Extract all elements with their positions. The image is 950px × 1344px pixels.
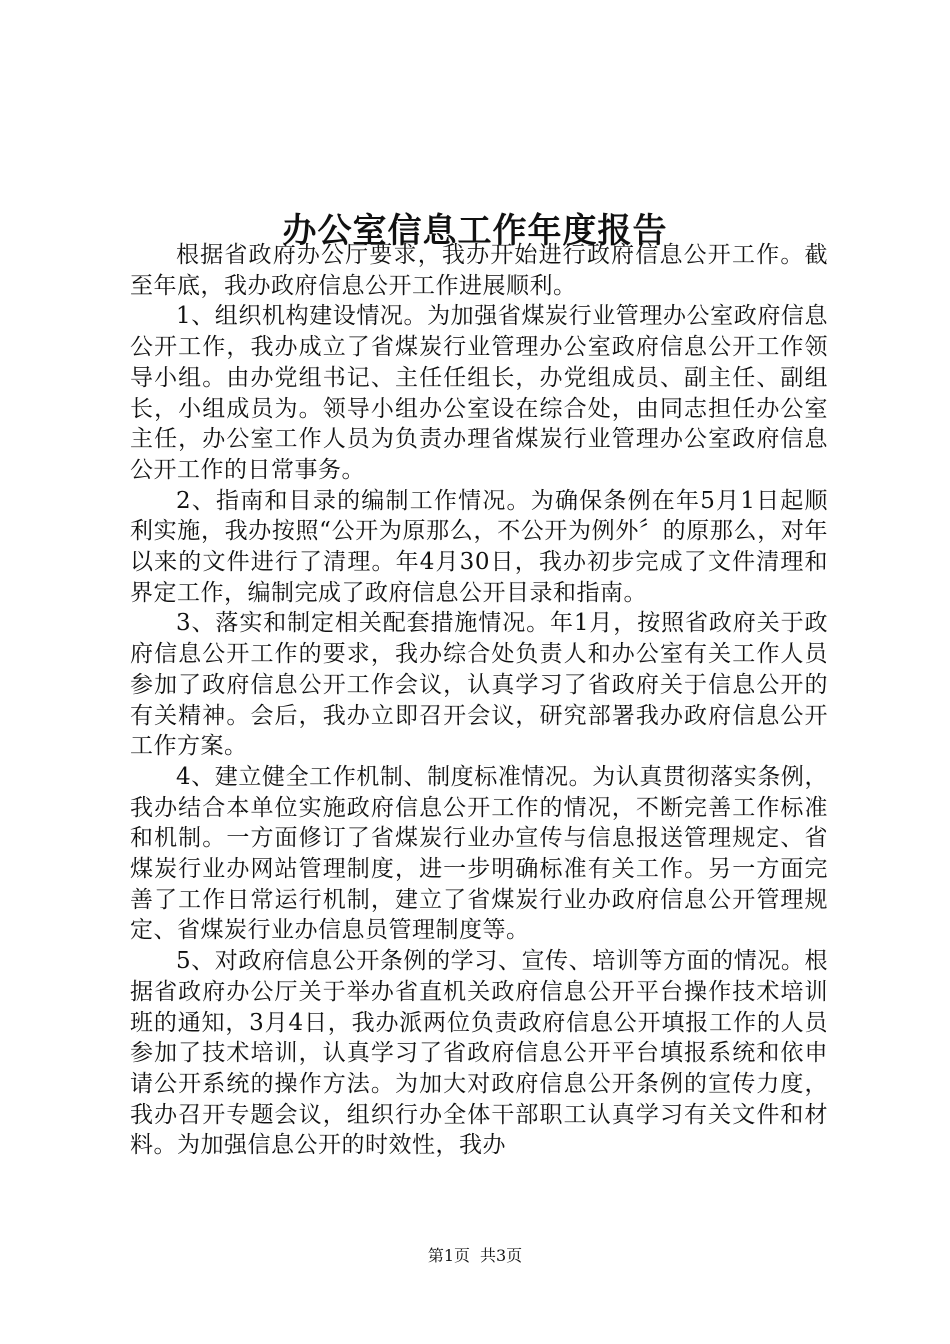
page-footer — [0, 1246, 950, 1266]
document-body — [130, 240, 828, 1161]
page-number: 第1页 — [427, 1246, 470, 1265]
paragraph-section-1: 1、组织机构建设情况。为加强省煤炭行业管理办公室政府信息公开工作，我办成立了省煤炭行业管理办公室政府信息公开工作领导小组。由办党组书记、主任任组长，办党组成员、副主任、副组长，小组成员为。领导小组办公室设在综合处，由同志担任办公室主任，办公室工作人员为负责办理省煤炭行业管理办公室政府信息公开工作的日常事务。 — [130, 303, 828, 483]
paragraph-section-5: 5、对政府信息公开条例的学习、宣传、培训等方面的情况。根据省政府办公厅关于举办省直机关政府信息公开平台操作技术培训班的通知，3月4日，我办派两位负责政府信息公开填报工作的人员参加了技术培训，认真学习了省政府信息公开平台填报系统和依申请公开系统的操作方法。为加大对政府信息公开条例的宣传力度，我办召开专题会议，组织行办全体干部职工认真学习有关文件和材料。为加强信息公开的时效性，我办 — [130, 948, 828, 1159]
paragraph-section-2: 2、指南和目录的编制工作情况。为确保条例在年5月1日起顺利实施，我办按照“公开为原那么，不公开为例外〞的原那么，对年以来的文件进行了清理。年4月30日，我办初步完成了文件清理和界定工作，编制完成了政府信息公开目录和指南。 — [130, 487, 828, 606]
document-title: 办公室信息工作年度报告 — [282, 210, 668, 251]
paragraph-section-4: 4、建立健全工作机制、制度标准情况。为认真贯彻落实条例，我办结合本单位实施政府信息公开工作的情况，不断完善工作标准和机制。一方面修订了省煤炭行业办宣传与信息报送管理规定、省煤炭行业办网站管理制度，进一步明确标准有关工作。另一方面完善了工作日常运行机制，建立了省煤炭行业办政府信息公开管理规定、省煤炭行业办信息员管理制度等。 — [130, 763, 828, 944]
paragraph-intro: 根据省政府办公厅要求，我办开始进行政府信息公开工作。截至年底，我办政府信息公开工作进展顺利。 — [130, 242, 828, 299]
page-total: 共3页 — [480, 1246, 523, 1265]
paragraph-section-3: 3、落实和制定相关配套措施情况。年1月，按照省政府关于政府信息公开工作的要求，我办综合处负责人和办公室有关工作人员参加了政府信息公开工作会议，认真学习了省政府关于信息公开的有关精神。会后，我办立即召开会议，研究部署我办政府信息公开工作方案。 — [130, 610, 828, 760]
